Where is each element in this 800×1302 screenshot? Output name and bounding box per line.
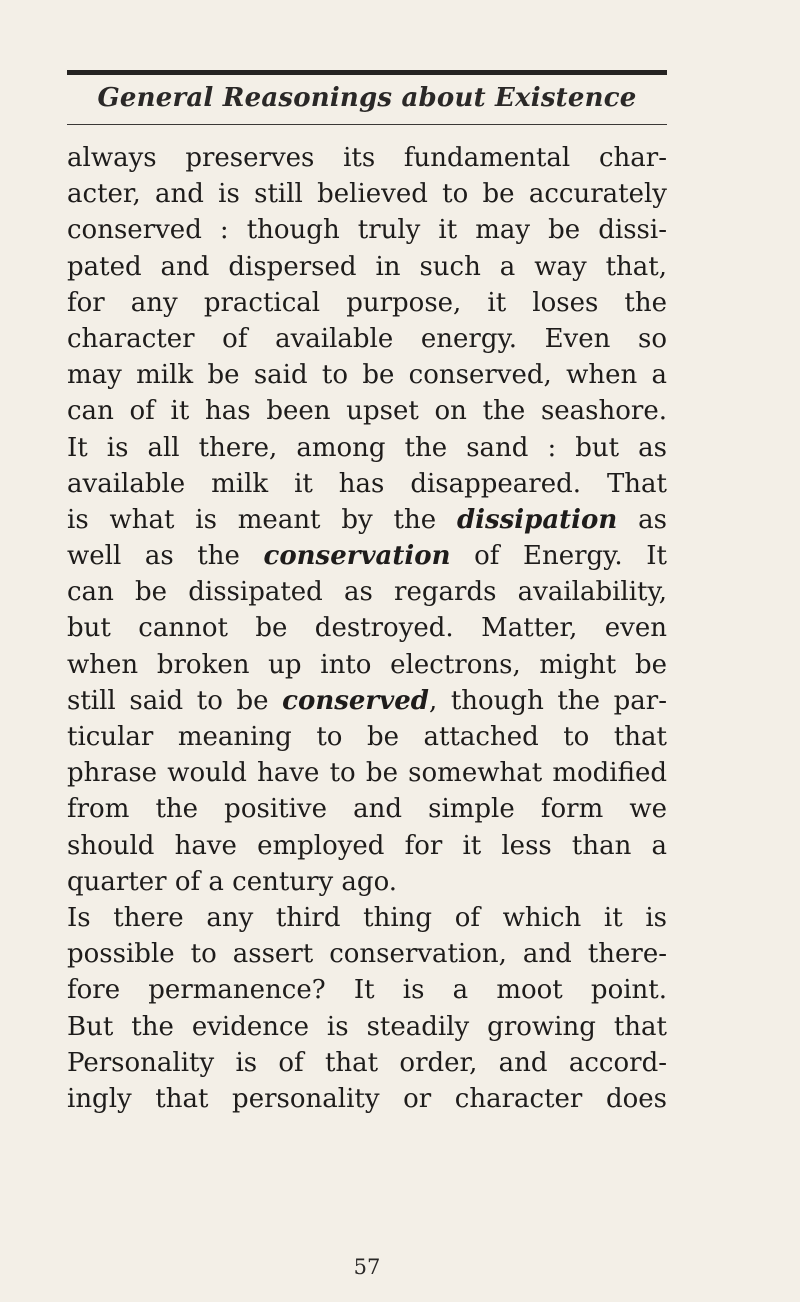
line-text: phrase would have to be somewhat modified — [67, 758, 667, 789]
line-text: It is all there, among the sand : but as — [67, 432, 667, 463]
emphasis-text: conservation — [263, 541, 451, 572]
header-top-rule — [67, 70, 667, 75]
text-line — [67, 719, 667, 755]
line-text: of Energy. It — [450, 541, 667, 572]
line-text: But the evidence is steadily growing that — [67, 1011, 667, 1042]
line-text: for any practical purpose, it loses the — [67, 287, 667, 318]
text-line — [67, 176, 667, 212]
text-line — [67, 357, 667, 393]
text-line — [67, 393, 667, 429]
line-text: can of it has been upset on the seashore. — [67, 396, 667, 427]
line-text: , though the par- — [428, 685, 667, 716]
line-text: as — [617, 504, 667, 535]
header-bottom-rule — [67, 124, 667, 125]
text-line — [67, 828, 667, 864]
line-text: ticular meaning to be attached to that — [67, 722, 667, 752]
line-text: Is there any third thing of which it is — [67, 902, 667, 933]
page-number: 57 — [353, 1255, 381, 1279]
line-text: Personality is of that order, and accord- — [67, 1047, 667, 1078]
running-head: General Reasonings about Existence — [97, 83, 637, 113]
emphasis-text: conserved — [282, 685, 429, 716]
text-line — [67, 249, 667, 285]
text-line — [67, 466, 667, 502]
body-text — [67, 140, 667, 1117]
line-text: may milk be said to be conserved, when a — [67, 360, 667, 391]
line-text: but cannot be destroyed. Matter, even — [67, 613, 667, 644]
text-line — [67, 1045, 667, 1081]
text-line — [67, 972, 667, 1008]
line-text: conserved : though truly it may be dissi- — [67, 215, 667, 246]
text-line — [67, 140, 667, 176]
text-line — [67, 430, 667, 466]
text-line — [67, 864, 667, 900]
text-line — [67, 936, 667, 972]
text-line — [67, 321, 667, 357]
text-line — [67, 1081, 667, 1117]
line-text: from the positive and simple form we — [67, 794, 667, 825]
line-text: always preserves its fundamental char- — [67, 143, 667, 173]
line-text: fore permanence? It is a moot point. — [67, 975, 667, 1006]
text-line — [67, 683, 667, 719]
line-text: should have employed for it less than a — [67, 830, 667, 861]
line-text: available milk it has disappeared. That — [67, 468, 667, 499]
line-text: well as the — [67, 541, 264, 572]
line-text: character of available energy. Even so — [67, 323, 667, 354]
text-line — [67, 574, 667, 610]
line-text: possible to assert conservation, and there- — [67, 939, 667, 970]
text-line — [67, 212, 667, 248]
text-line — [67, 900, 667, 936]
text-line — [67, 791, 667, 827]
emphasis-text: dissipation — [456, 504, 618, 535]
text-line — [67, 1009, 667, 1045]
line-text: quarter of a century ago. — [67, 866, 398, 897]
line-text: still said to be — [67, 685, 283, 716]
line-text: acter, and is still believed to be accurately — [67, 179, 667, 210]
line-text: pated and dispersed in such a way that, — [67, 251, 667, 282]
line-text: can be dissipated as regards availability, — [67, 577, 667, 608]
text-line — [67, 538, 667, 574]
line-text: is what is meant by the — [67, 504, 457, 535]
text-line — [67, 610, 667, 646]
text-line — [67, 647, 667, 683]
text-line — [67, 755, 667, 791]
line-text: ingly that personality or character does — [67, 1083, 667, 1114]
line-text: when broken up into electrons, might be — [67, 649, 667, 680]
text-line — [67, 502, 667, 538]
text-line — [67, 285, 667, 321]
